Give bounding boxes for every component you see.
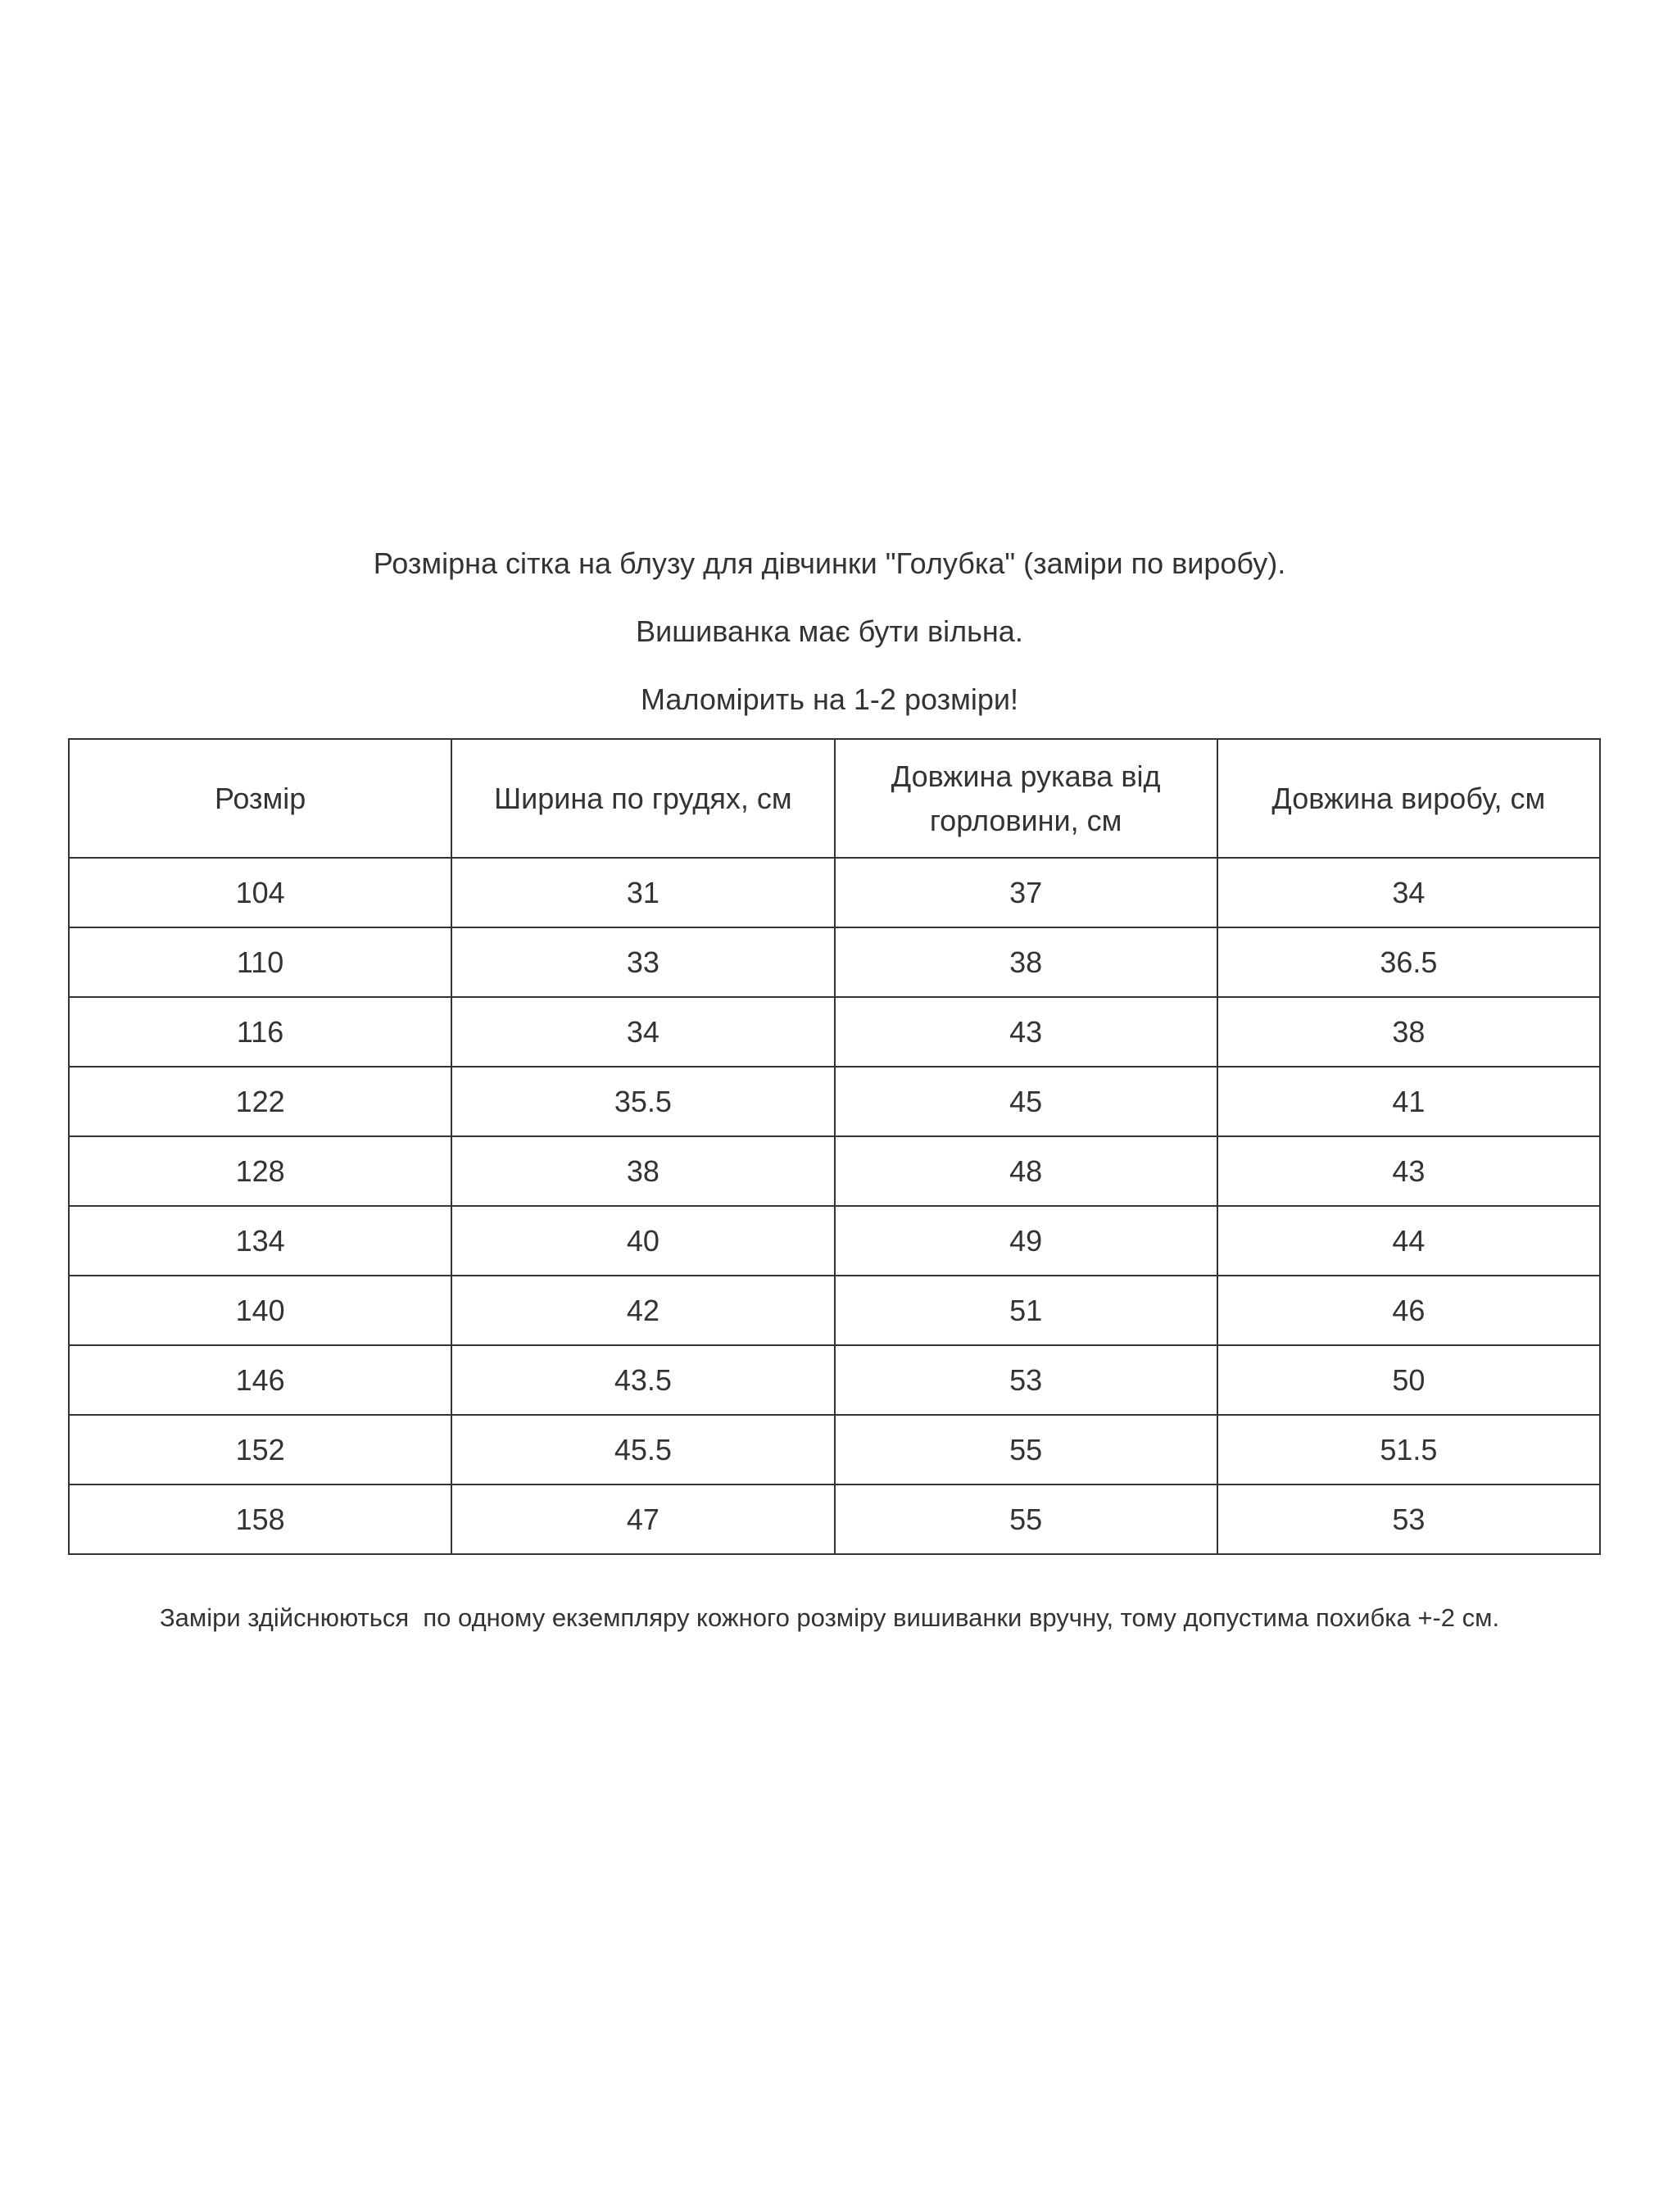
- cell-size: 122: [69, 1067, 451, 1136]
- cell-garment-length: 41: [1217, 1067, 1600, 1136]
- cell-size: 134: [69, 1206, 451, 1276]
- fit-note: Вишиванка має бути вільна.: [636, 614, 1023, 648]
- cell-chest-width: 35.5: [451, 1067, 834, 1136]
- measurement-footnote: Заміри здійснюються по одному екземпляру кожного розміру вишиванки вручну, тому допустима похибка +-2 см.: [159, 1603, 1500, 1632]
- column-header-sleeve-length: Довжина рукава від горловини, см: [835, 739, 1217, 858]
- cell-sleeve-length: 38: [835, 927, 1217, 997]
- table-row: [69, 1415, 1600, 1484]
- table-row: [69, 1136, 1600, 1206]
- cell-garment-length: 46: [1217, 1276, 1600, 1345]
- cell-chest-width: 40: [451, 1206, 834, 1276]
- table-row: [69, 1484, 1600, 1554]
- cell-chest-width: 43.5: [451, 1345, 834, 1415]
- cell-size: 110: [69, 927, 451, 997]
- cell-sleeve-length: 49: [835, 1206, 1217, 1276]
- cell-chest-width: 34: [451, 997, 834, 1067]
- size-table: [68, 738, 1601, 1555]
- cell-sleeve-length: 48: [835, 1136, 1217, 1206]
- cell-chest-width: 38: [451, 1136, 834, 1206]
- sizing-warning: Маломірить на 1-2 розміри!: [641, 682, 1018, 716]
- table-row: [69, 997, 1600, 1067]
- table-row: [69, 1276, 1600, 1345]
- cell-sleeve-length: 45: [835, 1067, 1217, 1136]
- cell-chest-width: 31: [451, 858, 834, 927]
- column-header-chest-width: Ширина по грудях, см: [451, 739, 834, 858]
- cell-chest-width: 42: [451, 1276, 834, 1345]
- table-row: [69, 858, 1600, 927]
- cell-sleeve-length: 55: [835, 1484, 1217, 1554]
- cell-garment-length: 36.5: [1217, 927, 1600, 997]
- cell-size: 116: [69, 997, 451, 1067]
- table-row: [69, 1206, 1600, 1276]
- table-header-row: [69, 739, 1600, 858]
- cell-sleeve-length: 55: [835, 1415, 1217, 1484]
- cell-chest-width: 33: [451, 927, 834, 997]
- column-header-size: Розмір: [69, 739, 451, 858]
- table-row: [69, 927, 1600, 997]
- cell-size: 152: [69, 1415, 451, 1484]
- cell-garment-length: 53: [1217, 1484, 1600, 1554]
- table-row: [69, 1067, 1600, 1136]
- cell-sleeve-length: 53: [835, 1345, 1217, 1415]
- cell-size: 158: [69, 1484, 451, 1554]
- column-header-garment-length: Довжина виробу, см: [1217, 739, 1600, 858]
- cell-garment-length: 38: [1217, 997, 1600, 1067]
- cell-garment-length: 34: [1217, 858, 1600, 927]
- cell-garment-length: 51.5: [1217, 1415, 1600, 1484]
- cell-chest-width: 45.5: [451, 1415, 834, 1484]
- cell-sleeve-length: 51: [835, 1276, 1217, 1345]
- cell-size: 128: [69, 1136, 451, 1206]
- cell-size: 146: [69, 1345, 451, 1415]
- table-row: [69, 1345, 1600, 1415]
- cell-sleeve-length: 37: [835, 858, 1217, 927]
- cell-size: 104: [69, 858, 451, 927]
- cell-chest-width: 47: [451, 1484, 834, 1554]
- cell-garment-length: 50: [1217, 1345, 1600, 1415]
- cell-size: 140: [69, 1276, 451, 1345]
- chart-title: Розмірна сітка на блузу для дівчинки "Голубка" (заміри по виробу).: [373, 546, 1286, 580]
- cell-sleeve-length: 43: [835, 997, 1217, 1067]
- cell-garment-length: 43: [1217, 1136, 1600, 1206]
- cell-garment-length: 44: [1217, 1206, 1600, 1276]
